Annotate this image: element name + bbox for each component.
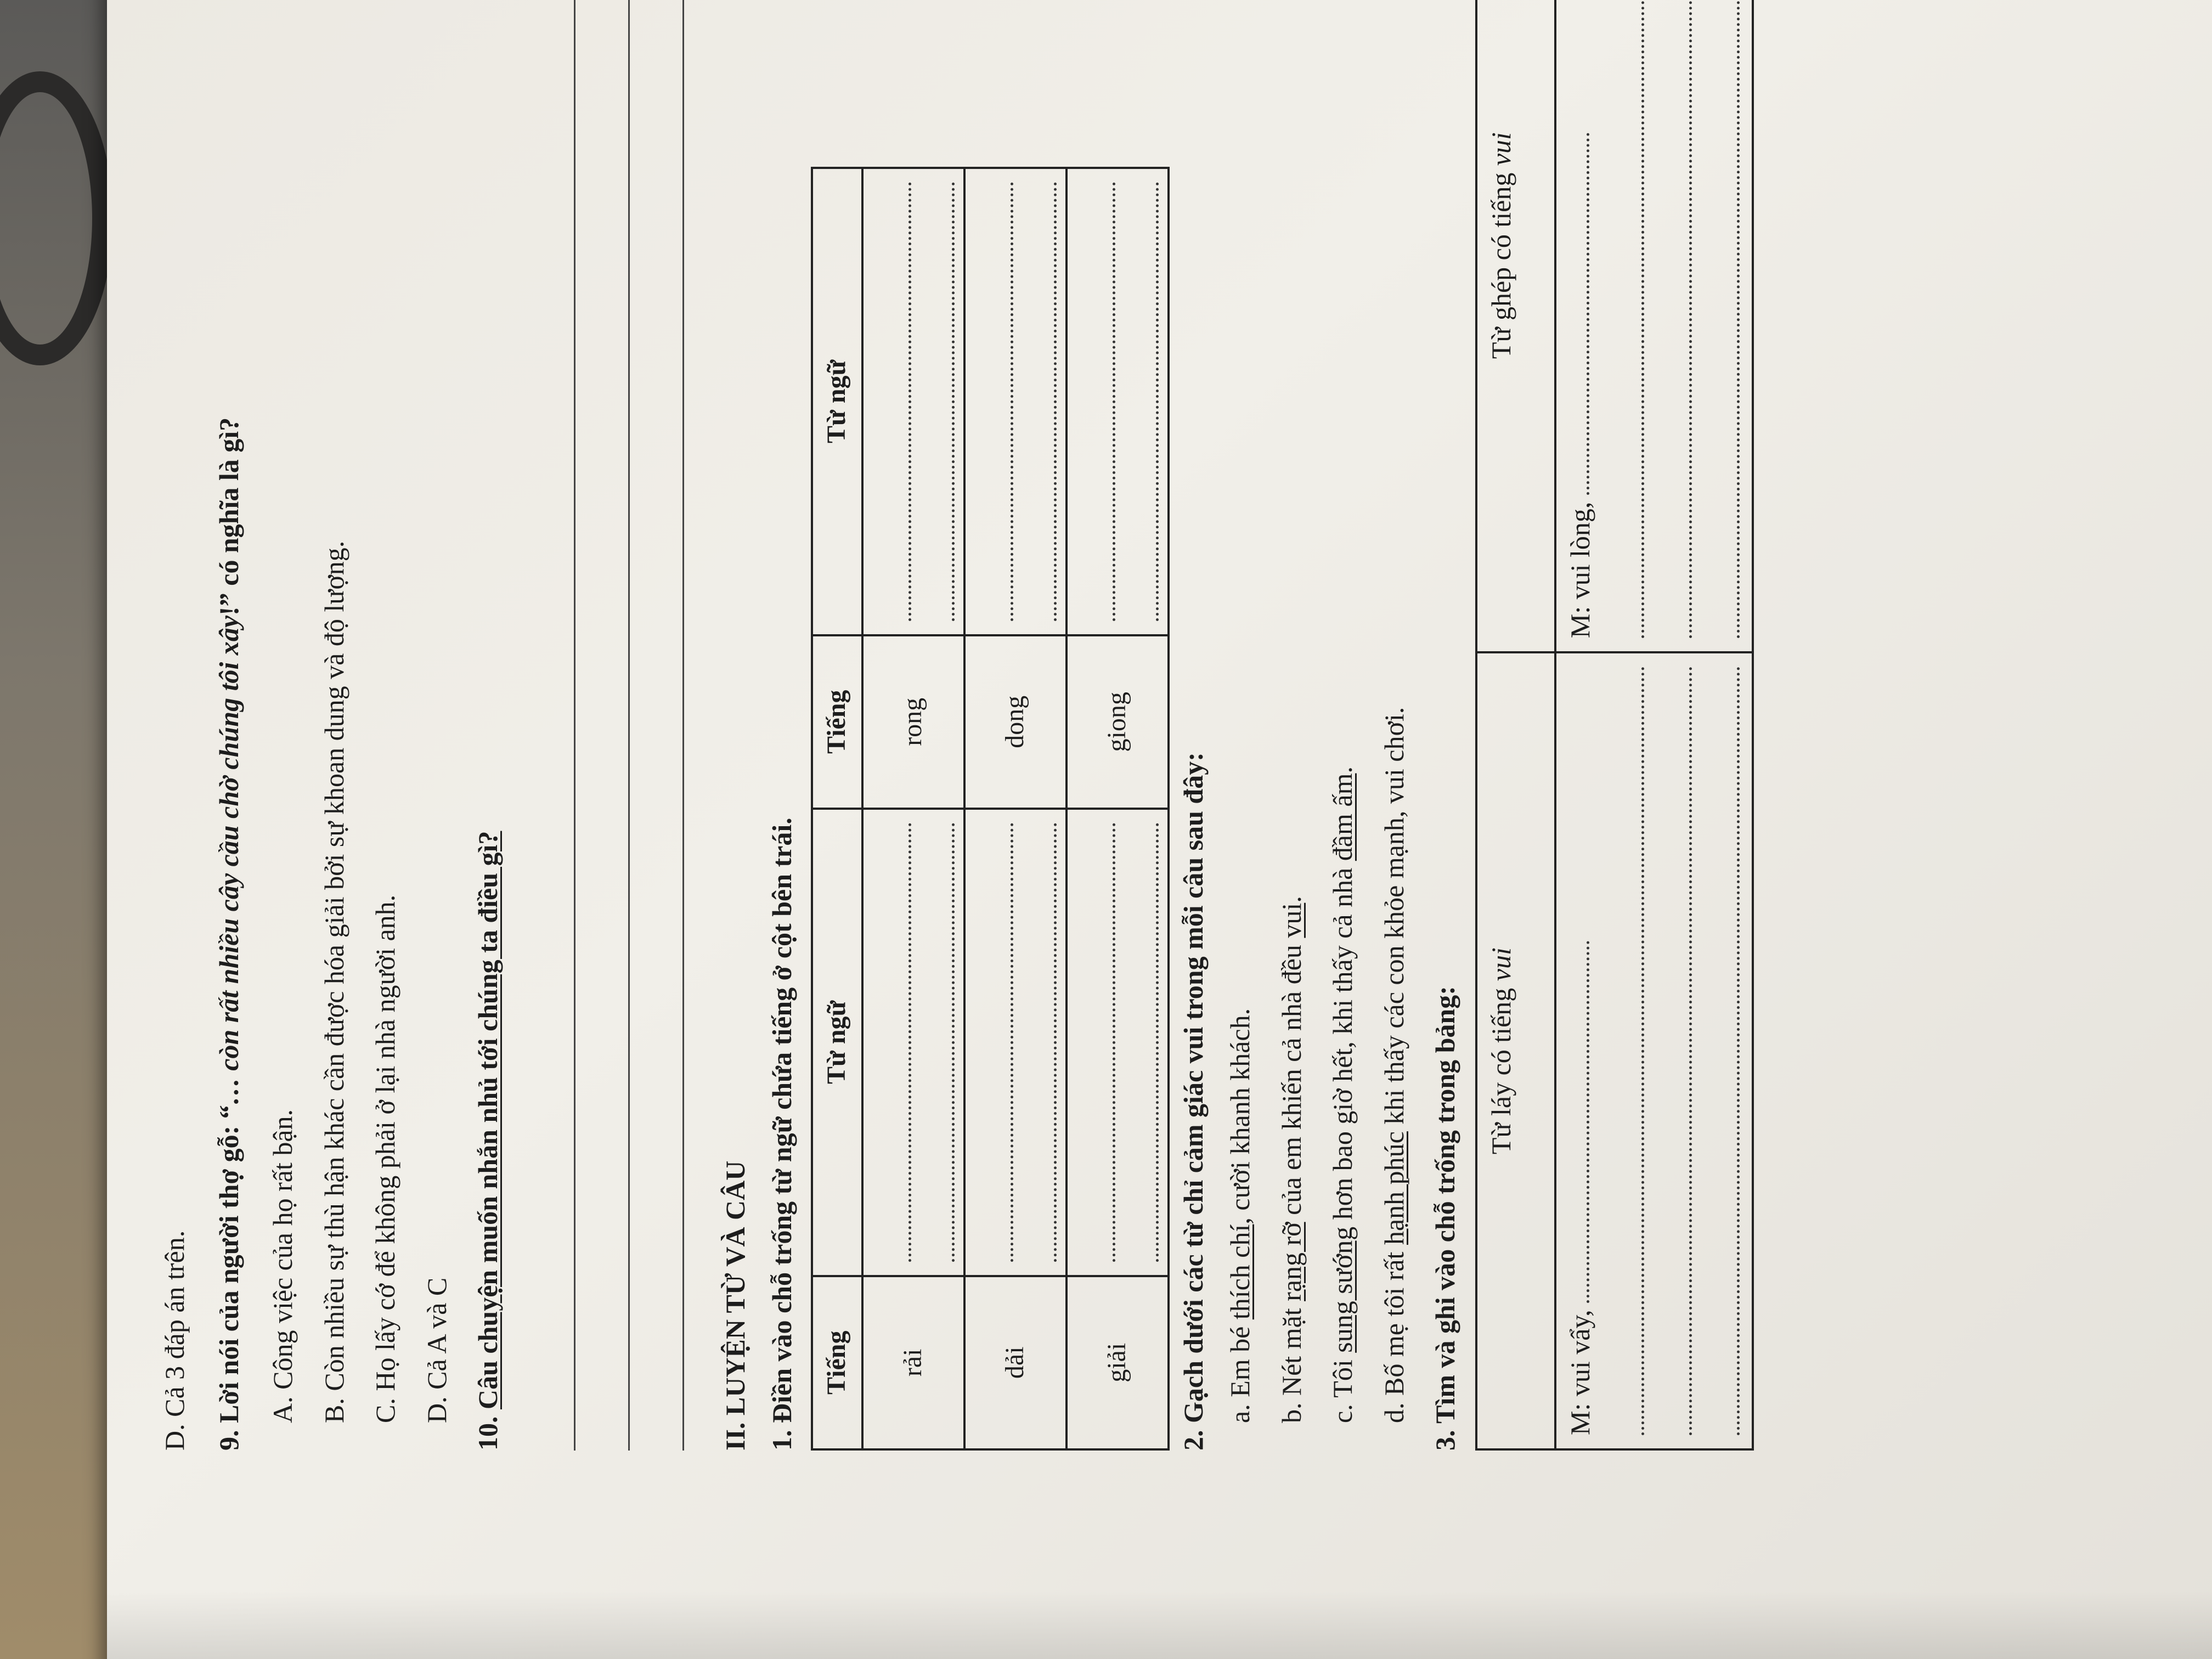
sentence-text: a. Em bé xyxy=(1224,1319,1255,1423)
header-tu-ngu-left: Từ ngữ xyxy=(812,809,862,1276)
tu-ghep-cell[interactable] xyxy=(1555,0,1753,652)
exercise-1-title: 1. Điền vào chỗ trống từ ngữ chứa tiếng ở cột bên trái. xyxy=(766,817,797,1451)
table-row xyxy=(862,168,964,1449)
table-row xyxy=(1066,168,1169,1449)
answer-line-3[interactable] xyxy=(630,0,684,1451)
fill-cell[interactable] xyxy=(964,809,1066,1276)
underlined-word: hạnh phúc xyxy=(1378,1131,1409,1245)
header-tieng-left: Tiếng xyxy=(812,1276,862,1449)
fill-cell[interactable] xyxy=(964,168,1066,635)
answer-line-2[interactable] xyxy=(575,0,630,1451)
sentence-a xyxy=(1222,13,1259,1451)
sentence-text: . xyxy=(1327,766,1358,774)
sentence-c xyxy=(1324,13,1362,1451)
header-text: Từ ghép có tiếng xyxy=(1485,166,1516,359)
sentence-text: khi thấy các con khỏe mạnh, vui chơi. xyxy=(1378,707,1409,1132)
exercise-2-title: 2. Gạch dưới các từ chỉ cảm giác vui trong mỗi câu sau đây: xyxy=(1177,752,1209,1451)
word-cell: giong xyxy=(1066,635,1169,809)
table-header-row xyxy=(1476,0,1555,1449)
header-tu-ngu-right: Từ ngữ xyxy=(812,168,862,635)
q9-quote: … còn rất nhiều cây cầu chờ chúng tôi xây xyxy=(213,616,244,1105)
sentence-text: c. Tôi xyxy=(1327,1352,1358,1423)
sentence-text: . xyxy=(1276,896,1307,903)
fill-dots[interactable] xyxy=(1699,0,1740,638)
underlined-word: thích chí xyxy=(1224,1224,1255,1320)
word-cell: rải xyxy=(862,1276,964,1449)
example-tu-ghep: M: vui lòng, xyxy=(1564,501,1595,639)
q9-number: 9. xyxy=(213,1430,244,1451)
q9-option-b: B. Còn nhiều sự thù hận khác cần được hóa giải bởi sự khoan dung và độ lượng. xyxy=(318,540,349,1423)
sentence-text: của em khiến cả nhà đều xyxy=(1276,938,1307,1222)
word-cell: rong xyxy=(862,635,964,809)
word-cell: giải xyxy=(1066,1276,1169,1449)
sentence-b xyxy=(1273,13,1311,1451)
sentence-d xyxy=(1376,13,1413,1451)
section-title: II. LUYỆN TỪ VÀ CÂU xyxy=(719,1160,751,1451)
header-keyword: vui xyxy=(1485,947,1516,981)
table-row xyxy=(964,168,1066,1449)
q9-prompt-start: Lời nói của người thợ gỗ: “ xyxy=(213,1105,244,1423)
fill-dots[interactable] xyxy=(1651,0,1692,638)
table-header-row xyxy=(812,168,862,1449)
underlined-word: đầm ấm xyxy=(1327,773,1358,861)
question-10 xyxy=(470,13,507,1451)
fill-dots[interactable] xyxy=(1651,667,1692,1435)
header-keyword: vui xyxy=(1485,132,1516,166)
underlined-word: rạng rỡ xyxy=(1276,1222,1307,1301)
fill-dots[interactable] xyxy=(1603,0,1644,638)
exercise-3-table xyxy=(1475,0,1754,1451)
q9-prompt-end: !” có nghĩa là gì? xyxy=(213,417,244,616)
word-cell: dong xyxy=(964,635,1066,809)
tu-lay-cell[interactable] xyxy=(1555,652,1753,1449)
q9-option-c: C. Họ lấy cớ để không phải ở lại nhà người anh. xyxy=(370,894,400,1423)
underlined-word: sung sướng xyxy=(1327,1226,1358,1353)
table-row xyxy=(1555,0,1753,1449)
header-text: Từ láy có tiếng xyxy=(1485,981,1516,1155)
q10-prompt: Câu chuyện muốn nhắn nhủ tới chúng ta điều gì? xyxy=(472,831,503,1409)
fill-cell[interactable] xyxy=(862,809,964,1276)
question-9 xyxy=(208,13,251,1451)
word-cell: dải xyxy=(964,1276,1066,1449)
fill-dots[interactable] xyxy=(1565,941,1589,1303)
answer-line-1[interactable] xyxy=(521,0,575,1451)
fill-dots[interactable] xyxy=(1603,667,1644,1435)
fill-cell[interactable] xyxy=(862,168,964,635)
underlined-word: vui xyxy=(1276,902,1307,938)
q9-option-a: A. Công việc của họ rất bận. xyxy=(267,1109,298,1423)
fill-dots[interactable] xyxy=(1565,133,1589,495)
sentence-text: b. Nét mặt xyxy=(1276,1301,1307,1423)
q9-option-d: D. Cả A và C xyxy=(421,1277,452,1423)
example-tu-lay: M: vui vẩy, xyxy=(1564,1310,1595,1435)
exercise-3-title: 3. Tìm và ghi vào chỗ trống trong bảng: xyxy=(1430,986,1460,1451)
fill-cell[interactable] xyxy=(1066,168,1169,635)
q10-number: 10. xyxy=(472,1416,503,1451)
sentence-text: d. Bố mẹ tôi rất xyxy=(1378,1245,1409,1423)
sentence-text: , cười khanh khách. xyxy=(1224,1008,1255,1224)
fill-dots[interactable] xyxy=(1699,667,1740,1435)
fill-cell[interactable] xyxy=(1066,809,1169,1276)
q8-option-d: D. Cả 3 đáp án trên. xyxy=(159,1230,190,1451)
header-tu-lay xyxy=(1476,652,1555,1449)
exercise-1-table xyxy=(811,167,1170,1451)
sentence-text: hơn bao giờ hết, khi thấy cả nhà xyxy=(1327,861,1358,1227)
header-tu-ghep xyxy=(1476,0,1555,652)
header-tieng-right: Tiếng xyxy=(812,635,862,809)
worksheet-content xyxy=(156,13,1754,1451)
